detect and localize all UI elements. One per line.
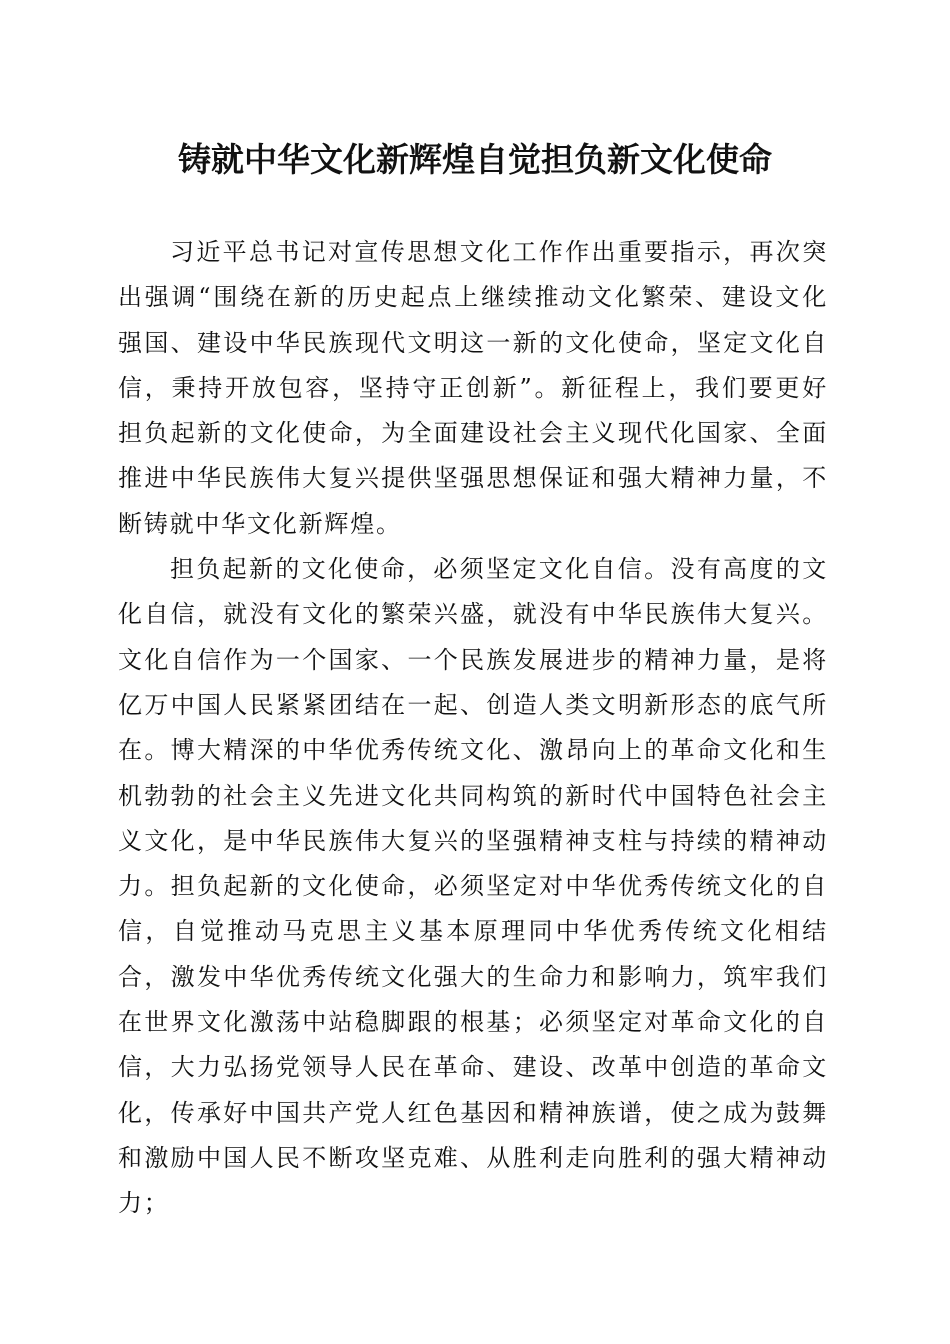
document-title: 铸就中华文化新辉煌自觉担负新文化使命 [178,140,772,179]
paragraph-1: 习近平总书记对宣传思想文化工作作出重要指示，再次突出强调“围绕在新的历史起点上继续推动文化繁荣、建设文化强国、建设中华民族现代文明这一新的文化使命，坚定文化自信，秉持开放包容，坚持守正创新”。新征程上，我们要更好担负起新的文化使命，为全面建设社会主义现代化国家、全面推进中华民族伟大复兴提供坚强思想保证和强大精神力量，不断铸就中华文化新辉煌。 [118,238,828,538]
document-body [118,230,828,1227]
paragraph-2: 担负起新的文化使命，必须坚定文化自信。没有高度的文化自信，就没有文化的繁荣兴盛，就没有中华民族伟大复兴。文化自信作为一个国家、一个民族发展进步的精神力量，是将亿万中国人民紧紧团结在一起、创造人类文明新形态的底气所在。博大精深的中华优秀传统文化、激昂向上的革命文化和生机勃勃的社会主义先进文化共同构筑的新时代中国特色社会主义文化，是中华民族伟大复兴的坚强精神支柱与持续的精神动力。担负起新的文化使命，必须坚定对中华优秀传统文化的自信，自觉推动马克思主义基本原理同中华优秀传统文化相结合，激发中华优秀传统文化强大的生命力和影响力，筑牢我们在世界文化激荡中站稳脚跟的根基；必须坚定对革命文化的自信，大力弘扬党领导人民在革命、建设、改革中创造的革命文化，传承好中国共产党人红色基因和精神族谱，使之成为鼓舞和激励中国人民不断攻坚克难、从胜利走向胜利的强大精神动力； [118,555,828,1218]
